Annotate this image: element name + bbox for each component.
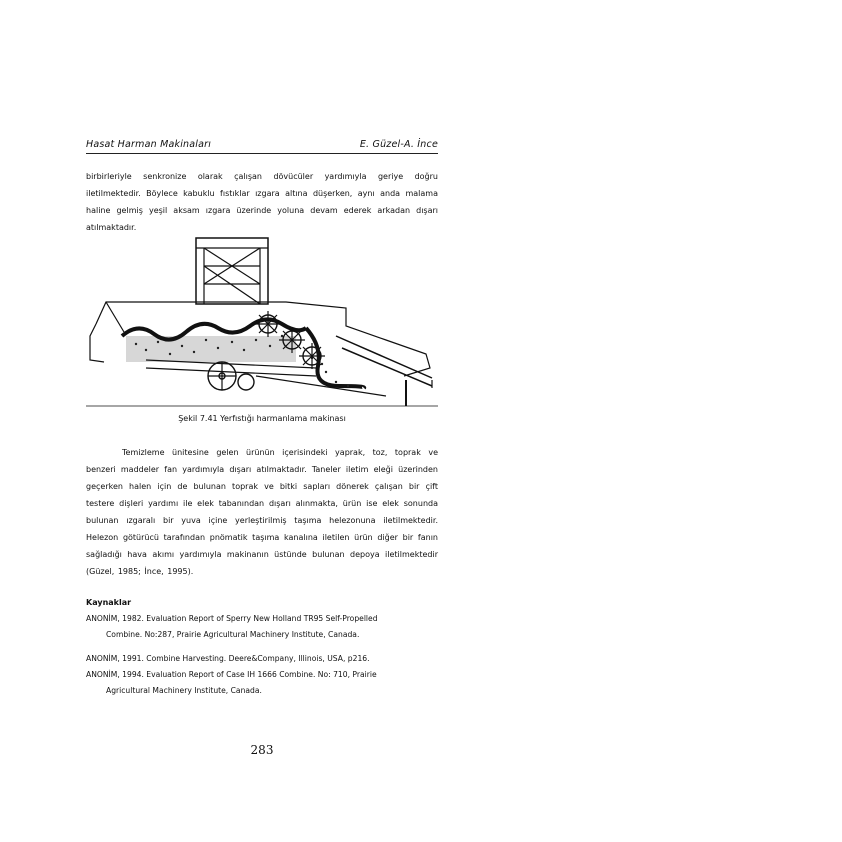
reference-text-continued: Combine. No:287, Prairie Agricultural Machinery Institute, Canada. <box>106 630 360 639</box>
reference-text: ANONİM, 1982. Evaluation Report of Sperry New Holland TR95 Self-Propelled <box>86 614 378 623</box>
header-book-title: Hasat Harman Makinaları <box>86 139 212 150</box>
body-paragraph-2: Temizleme ünitesine gelen ürünün içerisindeki yaprak, toz, toprak ve benzeri maddeler fan yardımıyla dışarı atılmaktadır. Taneler iletim eleği üzerinden geçerken halen için de bulunan toprak ve bitki sapları dönerek çalışan bir çift testere dişleri yardımı ile elek tabanından dışarı alınmakta, ürün ise elek sonunda bulunan ızgaralı bir yuva içine yerleştirilmiş taşıma helezonuna iletilmektedir. Helezon götürücü tarafından pnömatik taşıma kanalına iletilen ürün diğer bir fanın sağladığı hava akımı yardımıyla makinanın üstünde bulunan depoya iletilmektedir (Güzel, 1985; İnce, 1995). <box>86 448 438 576</box>
running-header <box>86 139 438 154</box>
reference-item <box>86 611 446 643</box>
peanut-thresher-figure <box>86 236 438 411</box>
body-paragraph-1: birbirleriyle senkronize olarak çalışan dövücüler yardımıyla geriye doğru iletilmektedir. Böylece kabuklu fıstıklar ızgara altına düşerken, aynı anda malama haline gelmiş yeşil aksam ızgara üzerinde yoluna devam ederek arkadan dışarı atılmaktadır. <box>86 172 438 232</box>
reference-item <box>86 667 446 699</box>
references-heading: Kaynaklar <box>86 598 132 607</box>
reference-text-continued: Agricultural Machinery Institute, Canada. <box>106 686 262 695</box>
page-number: 283 <box>250 743 274 757</box>
header-authors: E. Güzel-A. İnce <box>359 139 438 150</box>
figure-caption: Şekil 7.41 Yerfıstığı harmanlama makinası <box>178 414 346 423</box>
reference-text: ANONİM, 1991. Combine Harvesting. Deere&Company, Illinois, USA, p216. <box>86 654 370 663</box>
reference-text: ANONİM, 1994. Evaluation Report of Case IH 1666 Combine. No: 710, Prairie <box>86 670 377 679</box>
reference-item <box>86 651 446 667</box>
